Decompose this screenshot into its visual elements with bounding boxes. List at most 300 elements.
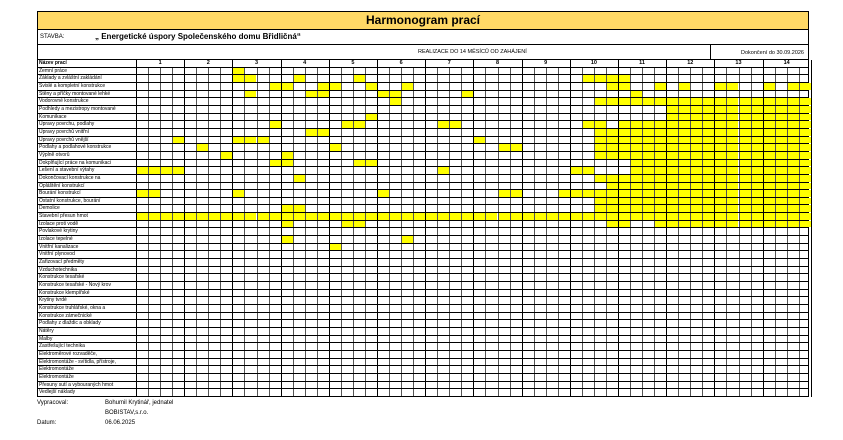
schedule-cell: [618, 75, 630, 82]
schedule-cell: [787, 297, 799, 304]
schedule-cell: [353, 144, 365, 151]
schedule-cell: [257, 336, 269, 343]
schedule-cell: [666, 83, 678, 90]
schedule-cell: [751, 374, 763, 381]
schedule-cell: [232, 259, 244, 266]
schedule-cell: [317, 274, 329, 281]
schedule-cell: [365, 144, 377, 151]
schedule-cell: [449, 167, 461, 174]
schedule-cell: [449, 213, 461, 220]
schedule-cell: [570, 152, 582, 159]
schedule-cell: [148, 83, 160, 90]
schedule-cell: [269, 251, 281, 258]
schedule-cell: [377, 282, 389, 289]
schedule-cell: [220, 91, 232, 98]
schedule-cell: [365, 121, 377, 128]
schedule-cell: [148, 106, 160, 113]
schedule-cell: [534, 389, 546, 396]
schedule-cell: [690, 144, 702, 151]
month-header-2: 2: [206, 60, 210, 66]
schedule-cell: [763, 382, 775, 389]
schedule-cell: [775, 144, 787, 151]
schedule-cell: [510, 359, 522, 366]
schedule-cell: [377, 198, 389, 205]
schedule-cell: [461, 313, 473, 320]
schedule-cell: [594, 382, 606, 389]
schedule-cell: [449, 190, 461, 197]
schedule-cell: [269, 98, 281, 105]
schedule-cell: [341, 305, 353, 312]
schedule-cell: [269, 160, 281, 167]
schedule-cell: [473, 114, 485, 121]
schedule-cell: [787, 183, 799, 190]
schedule-cell: [594, 290, 606, 297]
schedule-cell: [329, 336, 341, 343]
schedule-cell: [437, 297, 449, 304]
schedule-cell: [775, 366, 787, 373]
schedule-cell: [160, 267, 172, 274]
schedule-cell: [702, 98, 714, 105]
schedule-cell: [510, 98, 522, 105]
schedule-cell: [558, 251, 570, 258]
schedule-cell: [739, 183, 751, 190]
schedule-cell: [498, 389, 510, 396]
schedule-cell: [269, 221, 281, 228]
schedule-cell: [269, 366, 281, 373]
schedule-cell: [425, 320, 437, 327]
schedule-cell: [281, 251, 293, 258]
schedule-cell: [787, 366, 799, 373]
schedule-cell: [461, 106, 473, 113]
schedule-cell: [293, 114, 305, 121]
schedule-cell: [365, 282, 377, 289]
sheet-title: Harmonogram prací: [37, 11, 809, 30]
schedule-cell: [618, 228, 630, 235]
schedule-cell: [606, 267, 618, 274]
schedule-cell: [558, 213, 570, 220]
schedule-cell: [341, 137, 353, 144]
schedule-cell: [618, 175, 630, 182]
schedule-cell: [763, 98, 775, 105]
task-row: [38, 190, 808, 198]
schedule-cell: [281, 351, 293, 358]
schedule-cell: [690, 121, 702, 128]
schedule-cell: [413, 366, 425, 373]
schedule-cell: [317, 267, 329, 274]
schedule-cell: [293, 236, 305, 243]
schedule-cell: [751, 366, 763, 373]
schedule-cell: [305, 351, 317, 358]
schedule-cell: [365, 359, 377, 366]
schedule-cell: [425, 305, 437, 312]
schedule-cell: [232, 83, 244, 90]
schedule-cell: [510, 259, 522, 266]
schedule-cell: [630, 121, 642, 128]
schedule-cell: [196, 336, 208, 343]
schedule-cell: [570, 121, 582, 128]
schedule-cell: [654, 244, 666, 251]
schedule-cell: [220, 129, 232, 136]
schedule-cell: [172, 282, 184, 289]
schedule-cell: [787, 305, 799, 312]
task-name: Konstrukce tesařské - Nový krov: [39, 282, 111, 289]
datum-label: Datum:: [37, 420, 57, 426]
schedule-cell: [136, 351, 148, 358]
task-row: [38, 137, 808, 145]
schedule-cell: [425, 290, 437, 297]
schedule-cell: [136, 137, 148, 144]
schedule-cell: [690, 274, 702, 281]
schedule-cell: [726, 106, 738, 113]
schedule-cell: [751, 205, 763, 212]
schedule-cell: [763, 244, 775, 251]
schedule-cell: [702, 382, 714, 389]
schedule-cell: [570, 366, 582, 373]
schedule-cell: [570, 228, 582, 235]
schedule-cell: [365, 343, 377, 350]
schedule-cell: [654, 106, 666, 113]
schedule-cell: [257, 297, 269, 304]
schedule-cell: [498, 320, 510, 327]
schedule-cell: [775, 328, 787, 335]
schedule-cell: [739, 152, 751, 159]
schedule-cell: [751, 336, 763, 343]
schedule-cell: [751, 137, 763, 144]
schedule-cell: [148, 198, 160, 205]
schedule-cell: [666, 114, 678, 121]
schedule-cell: [775, 389, 787, 396]
schedule-cell: [293, 343, 305, 350]
schedule-cell: [702, 267, 714, 274]
schedule-cell: [244, 382, 256, 389]
schedule-cell: [630, 382, 642, 389]
schedule-cell: [630, 297, 642, 304]
schedule-cell: [172, 75, 184, 82]
schedule-cell: [269, 144, 281, 151]
schedule-cell: [570, 160, 582, 167]
schedule-cell: [148, 221, 160, 228]
schedule-cell: [582, 236, 594, 243]
schedule-cell: [317, 160, 329, 167]
schedule-cell: [775, 121, 787, 128]
schedule-cell: [570, 144, 582, 151]
schedule-cell: [341, 183, 353, 190]
schedule-cell: [618, 297, 630, 304]
schedule-cell: [172, 137, 184, 144]
schedule-cell: [401, 144, 413, 151]
schedule-cell: [148, 75, 160, 82]
schedule-cell: [485, 106, 497, 113]
schedule-cell: [763, 236, 775, 243]
task-name: Ostatní konstrukce, bourání: [39, 197, 101, 204]
schedule-cell: [763, 137, 775, 144]
schedule-cell: [787, 83, 799, 90]
schedule-cell: [570, 221, 582, 228]
schedule-cell: [257, 221, 269, 228]
schedule-cell: [787, 251, 799, 258]
schedule-cell: [293, 251, 305, 258]
schedule-cell: [281, 221, 293, 228]
task-name: Izolace proti vodě: [39, 220, 79, 227]
schedule-cell: [726, 343, 738, 350]
schedule-cell: [365, 91, 377, 98]
task-row: [38, 175, 808, 183]
schedule-cell: [739, 144, 751, 151]
schedule-cell: [751, 343, 763, 350]
schedule-cell: [293, 244, 305, 251]
schedule-cell: [353, 114, 365, 121]
schedule-cell: [485, 205, 497, 212]
schedule-cell: [473, 366, 485, 373]
schedule-cell: [389, 152, 401, 159]
schedule-cell: [666, 244, 678, 251]
schedule-cell: [558, 366, 570, 373]
schedule-cell: [606, 121, 618, 128]
schedule-cell: [787, 198, 799, 205]
schedule-cell: [570, 114, 582, 121]
schedule-cell: [751, 320, 763, 327]
schedule-cell: [726, 198, 738, 205]
schedule-cell: [690, 343, 702, 350]
schedule-cell: [365, 129, 377, 136]
schedule-cell: [281, 228, 293, 235]
schedule-cell: [606, 106, 618, 113]
schedule-cell: [787, 351, 799, 358]
schedule-cell: [461, 374, 473, 381]
schedule-cell: [678, 98, 690, 105]
schedule-cell: [702, 251, 714, 258]
schedule-cell: [244, 274, 256, 281]
schedule-cell: [498, 343, 510, 350]
task-row: [38, 198, 808, 206]
schedule-cell: [413, 183, 425, 190]
schedule-cell: [437, 382, 449, 389]
schedule-cell: [751, 75, 763, 82]
schedule-cell: [437, 114, 449, 121]
schedule-cell: [510, 236, 522, 243]
schedule-cell: [461, 351, 473, 358]
schedule-cell: [257, 121, 269, 128]
schedule-cell: [305, 152, 317, 159]
schedule-cell: [594, 221, 606, 228]
schedule-cell: [401, 91, 413, 98]
schedule-cell: [522, 343, 534, 350]
schedule-cell: [425, 75, 437, 82]
schedule-cell: [690, 359, 702, 366]
schedule-cell: [461, 389, 473, 396]
schedule-cell: [389, 68, 401, 75]
schedule-cell: [787, 137, 799, 144]
schedule-cell: [654, 137, 666, 144]
task-name: Bourání konstrukcí: [39, 190, 81, 197]
schedule-cell: [546, 305, 558, 312]
schedule-cell: [136, 129, 148, 136]
schedule-cell: [437, 167, 449, 174]
schedule-cell: [485, 267, 497, 274]
schedule-cell: [232, 160, 244, 167]
schedule-cell: [329, 121, 341, 128]
schedule-cell: [136, 382, 148, 389]
schedule-cell: [642, 297, 654, 304]
schedule-cell: [136, 75, 148, 82]
schedule-cell: [244, 282, 256, 289]
schedule-cell: [473, 183, 485, 190]
schedule-cell: [726, 374, 738, 381]
schedule-cell: [522, 98, 534, 105]
schedule-cell: [582, 121, 594, 128]
schedule-cell: [618, 389, 630, 396]
schedule-cell: [570, 129, 582, 136]
schedule-cell: [618, 144, 630, 151]
schedule-cell: [702, 389, 714, 396]
task-name: Elektromontáže - svítidla, přístroje,: [39, 358, 116, 365]
schedule-cell: [763, 389, 775, 396]
schedule-cell: [341, 282, 353, 289]
schedule-cell: [485, 259, 497, 266]
schedule-cell: [570, 267, 582, 274]
schedule-cell: [425, 366, 437, 373]
schedule-cell: [775, 282, 787, 289]
schedule-cell: [702, 228, 714, 235]
schedule-cell: [606, 114, 618, 121]
schedule-cell: [413, 282, 425, 289]
schedule-cell: [425, 190, 437, 197]
schedule-cell: [654, 75, 666, 82]
schedule-cell: [534, 213, 546, 220]
schedule-cell: [413, 152, 425, 159]
schedule-cell: [485, 389, 497, 396]
schedule-cell: [172, 228, 184, 235]
schedule-cell: [232, 98, 244, 105]
schedule-cell: [172, 213, 184, 220]
schedule-cell: [763, 205, 775, 212]
schedule-cell: [257, 305, 269, 312]
schedule-cell: [799, 336, 811, 343]
schedule-cell: [160, 75, 172, 82]
schedule-cell: [244, 144, 256, 151]
schedule-cell: [534, 167, 546, 174]
schedule-cell: [317, 190, 329, 197]
schedule-cell: [799, 144, 811, 151]
schedule-cell: [461, 382, 473, 389]
schedule-cell: [341, 175, 353, 182]
schedule-cell: [606, 374, 618, 381]
schedule-cell: [377, 320, 389, 327]
schedule-cell: [317, 313, 329, 320]
schedule-cell: [365, 251, 377, 258]
schedule-cell: [473, 328, 485, 335]
schedule-cell: [546, 106, 558, 113]
schedule-cell: [317, 328, 329, 335]
schedule-cell: [317, 83, 329, 90]
schedule-cell: [305, 259, 317, 266]
schedule-cell: [281, 183, 293, 190]
schedule-cell: [678, 328, 690, 335]
schedule-cell: [546, 267, 558, 274]
stavba-row: [37, 30, 809, 45]
schedule-cell: [606, 83, 618, 90]
schedule-cell: [751, 121, 763, 128]
schedule-cell: [630, 152, 642, 159]
schedule-cell: [208, 244, 220, 251]
schedule-cell: [642, 236, 654, 243]
schedule-cell: [353, 320, 365, 327]
schedule-cell: [594, 244, 606, 251]
schedule-cell: [293, 274, 305, 281]
month-header-9: 9: [544, 60, 548, 66]
schedule-cell: [558, 144, 570, 151]
schedule-cell: [437, 190, 449, 197]
schedule-cell: [799, 351, 811, 358]
schedule-cell: [353, 267, 365, 274]
schedule-cell: [630, 336, 642, 343]
schedule-cell: [317, 137, 329, 144]
schedule-cell: [582, 382, 594, 389]
schedule-cell: [401, 152, 413, 159]
schedule-cell: [341, 351, 353, 358]
schedule-cell: [293, 351, 305, 358]
schedule-cell: [148, 91, 160, 98]
schedule-cell: [570, 313, 582, 320]
schedule-cell: [751, 129, 763, 136]
schedule-cell: [522, 144, 534, 151]
schedule-cell: [534, 68, 546, 75]
schedule-cell: [293, 382, 305, 389]
schedule-cell: [498, 68, 510, 75]
schedule-cell: [775, 267, 787, 274]
schedule-cell: [172, 389, 184, 396]
schedule-cell: [365, 274, 377, 281]
schedule-cell: [172, 183, 184, 190]
schedule-cell: [473, 91, 485, 98]
schedule-cell: [534, 366, 546, 373]
task-name: Vedlejší náklady: [39, 389, 76, 396]
schedule-cell: [269, 198, 281, 205]
schedule-cell: [666, 91, 678, 98]
schedule-cell: [136, 106, 148, 113]
schedule-cell: [582, 228, 594, 235]
schedule-cell: [244, 297, 256, 304]
schedule-grid: [37, 60, 809, 397]
schedule-cell: [293, 328, 305, 335]
schedule-cell: [642, 152, 654, 159]
schedule-cell: [546, 167, 558, 174]
schedule-cell: [281, 244, 293, 251]
schedule-cell: [449, 129, 461, 136]
schedule-cell: [172, 244, 184, 251]
schedule-cell: [690, 205, 702, 212]
schedule-cell: [690, 68, 702, 75]
schedule-cell: [184, 343, 196, 350]
schedule-cell: [257, 205, 269, 212]
schedule-cell: [522, 351, 534, 358]
schedule-cell: [317, 382, 329, 389]
schedule-cell: [461, 366, 473, 373]
schedule-cell: [570, 198, 582, 205]
schedule-cell: [317, 129, 329, 136]
schedule-cell: [522, 251, 534, 258]
schedule-cell: [690, 183, 702, 190]
schedule-cell: [293, 121, 305, 128]
schedule-cell: [714, 343, 726, 350]
schedule-cell: [630, 175, 642, 182]
schedule-cell: [799, 213, 811, 220]
schedule-cell: [678, 228, 690, 235]
schedule-cell: [522, 366, 534, 373]
schedule-cell: [148, 343, 160, 350]
schedule-cell: [437, 160, 449, 167]
schedule-cell: [281, 382, 293, 389]
